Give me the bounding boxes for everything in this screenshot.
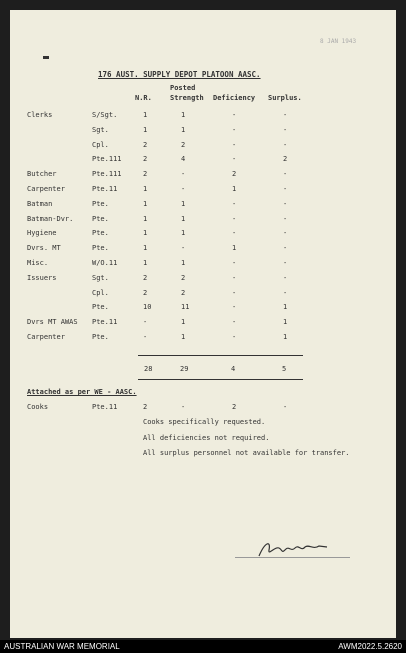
- total-surplus: 5: [282, 365, 287, 373]
- row-surplus: 1: [283, 333, 288, 341]
- row-trade: Butcher: [27, 170, 57, 179]
- row-nr: 2: [143, 140, 148, 149]
- row-surplus: -: [283, 185, 288, 193]
- cooks-surplus: -: [283, 403, 288, 411]
- row-trade: Dvrs MT AWAS: [27, 318, 78, 327]
- row-trade: Carpenter: [27, 333, 65, 341]
- footer-accession: AWM2022.5.2620: [338, 642, 402, 651]
- row-trade: Carpenter: [27, 185, 65, 193]
- row-nr: 10: [143, 303, 152, 312]
- row-deficiency: -: [232, 140, 237, 149]
- row-nr: 2: [143, 273, 148, 282]
- row-rank: Pte.11: [92, 185, 118, 193]
- row-deficiency: 2: [232, 170, 237, 179]
- row-deficiency: -: [232, 288, 237, 297]
- cooks-deficiency: 2: [232, 403, 237, 411]
- row-nr: 2: [143, 155, 148, 164]
- signature-line: [235, 557, 350, 558]
- header-surplus: Surplus.: [268, 94, 302, 102]
- row-rank: Pte.: [92, 333, 109, 341]
- row-nr: 1: [143, 111, 148, 119]
- row-surplus: -: [283, 199, 288, 208]
- row-deficiency: -: [232, 303, 237, 312]
- row-posted: 1: [181, 333, 186, 341]
- row-deficiency: -: [232, 333, 237, 341]
- row-surplus: -: [283, 229, 288, 238]
- row-deficiency: -: [232, 318, 237, 327]
- row-surplus: -: [283, 140, 288, 149]
- footer-institution: AUSTRALIAN WAR MEMORIAL: [4, 642, 120, 651]
- document-page: [10, 10, 396, 638]
- row-rank: Pte.: [92, 244, 109, 253]
- row-posted: 2: [181, 140, 186, 149]
- row-posted: 1: [181, 318, 186, 327]
- header-posted-line1: Posted: [170, 84, 196, 92]
- row-posted: 1: [181, 229, 186, 238]
- date-stamp: 8 JAN 1943: [320, 38, 357, 45]
- row-posted: 1: [181, 214, 186, 223]
- row-deficiency: -: [232, 273, 237, 282]
- cooks-posted: -: [181, 403, 186, 411]
- row-deficiency: -: [232, 229, 237, 238]
- header-posted-line2: Strength: [170, 94, 204, 102]
- total-deficiency: 4: [231, 365, 236, 373]
- total-posted: 29: [180, 365, 189, 373]
- row-rank: Pte.111: [92, 155, 122, 164]
- row-posted: 1: [181, 259, 186, 267]
- row-deficiency: -: [232, 125, 237, 134]
- note-2: All deficiencies not required.: [143, 434, 270, 442]
- row-rank: W/O.11: [92, 259, 118, 267]
- row-rank: Pte.11: [92, 318, 118, 327]
- row-nr: 2: [143, 288, 148, 297]
- row-trade: Batman-Dvr.: [27, 214, 74, 223]
- row-posted: 11: [181, 303, 190, 312]
- header-nr: N.R.: [135, 94, 152, 102]
- row-posted: 2: [181, 273, 186, 282]
- row-surplus: -: [283, 170, 288, 179]
- row-trade: Dvrs. MT: [27, 244, 61, 253]
- total-nr: 28: [144, 365, 153, 373]
- row-rank: Pte.111: [92, 170, 122, 179]
- row-posted: 1: [181, 125, 186, 134]
- cooks-rank: Pte.11: [92, 403, 118, 411]
- row-posted: -: [181, 185, 186, 193]
- row-nr: 1: [143, 259, 148, 267]
- row-rank: Pte.: [92, 229, 109, 238]
- row-nr: 2: [143, 170, 148, 179]
- row-nr: 1: [143, 244, 148, 253]
- row-surplus: -: [283, 111, 288, 119]
- row-rank: Pte.: [92, 199, 109, 208]
- row-posted: 4: [181, 155, 186, 164]
- punch-mark: [43, 56, 49, 59]
- row-trade: Clerks: [27, 111, 53, 119]
- row-rank: Cpl.: [92, 140, 109, 149]
- header-deficiency: Deficiency: [213, 94, 256, 102]
- row-trade: Hygiene: [27, 229, 57, 238]
- row-surplus: -: [283, 273, 288, 282]
- row-rank: Cpl.: [92, 288, 109, 297]
- row-surplus: 2: [283, 155, 288, 164]
- row-deficiency: -: [232, 155, 237, 164]
- row-deficiency: -: [232, 111, 237, 119]
- row-rank: S/Sgt.: [92, 111, 118, 119]
- row-posted: -: [181, 170, 186, 179]
- row-deficiency: 1: [232, 185, 237, 193]
- row-nr: -: [143, 318, 148, 327]
- total-rule-top: [138, 355, 303, 356]
- row-nr: -: [143, 333, 148, 341]
- row-posted: 2: [181, 288, 186, 297]
- row-deficiency: -: [232, 259, 237, 267]
- row-deficiency: -: [232, 199, 237, 208]
- cooks-trade: Cooks: [27, 403, 49, 411]
- row-posted: -: [181, 244, 186, 253]
- attached-heading: Attached as per WE - AASC.: [27, 388, 137, 396]
- row-nr: 1: [143, 125, 148, 134]
- row-nr: 1: [143, 214, 148, 223]
- total-rule-bottom: [138, 379, 303, 380]
- row-nr: 1: [143, 229, 148, 238]
- row-rank: Pte.: [92, 303, 109, 312]
- row-surplus: -: [283, 259, 288, 267]
- note-1: Cooks specifically requested.: [143, 418, 266, 426]
- row-rank: Sgt.: [92, 125, 109, 134]
- row-trade: Batman: [27, 199, 53, 208]
- row-rank: Sgt.: [92, 273, 109, 282]
- row-deficiency: -: [232, 214, 237, 223]
- row-surplus: -: [283, 125, 288, 134]
- row-deficiency: 1: [232, 244, 237, 253]
- row-posted: 1: [181, 111, 186, 119]
- row-surplus: 1: [283, 303, 288, 312]
- row-surplus: -: [283, 244, 288, 253]
- note-3: All surplus personnel not available for transfer.: [143, 449, 350, 457]
- row-surplus: 1: [283, 318, 288, 327]
- row-surplus: -: [283, 288, 288, 297]
- row-posted: 1: [181, 199, 186, 208]
- row-surplus: -: [283, 214, 288, 223]
- document-title: 176 AUST. SUPPLY DEPOT PLATOON AASC.: [98, 70, 261, 79]
- row-nr: 1: [143, 185, 148, 193]
- cooks-nr: 2: [143, 403, 148, 411]
- row-trade: Misc.: [27, 259, 49, 267]
- row-nr: 1: [143, 199, 148, 208]
- row-rank: Pte.: [92, 214, 109, 223]
- row-trade: Issuers: [27, 273, 57, 282]
- footer-bar: [0, 640, 406, 653]
